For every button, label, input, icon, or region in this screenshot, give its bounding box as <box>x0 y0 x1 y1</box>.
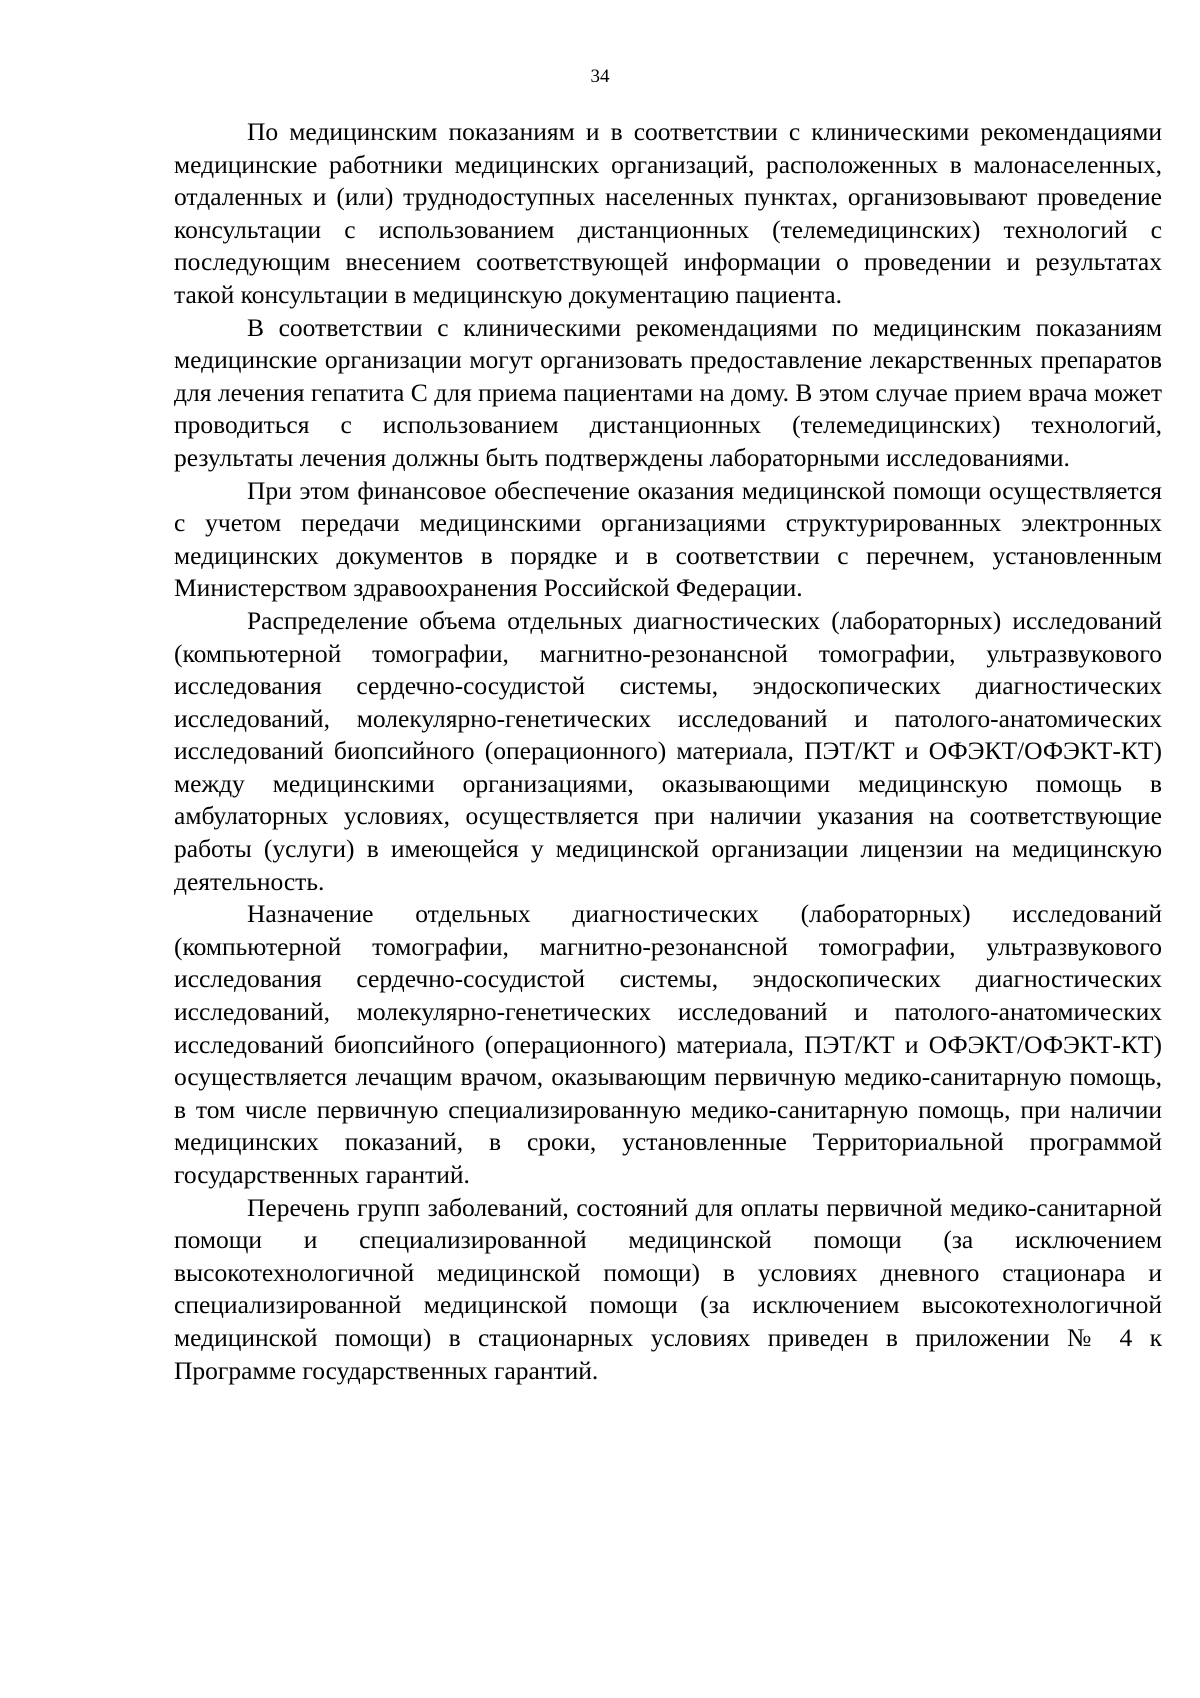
document-body <box>174 116 1162 1387</box>
paragraph-diagnostic-distribution: Распределение объема отдельных диагностических (лабораторных) исследований (компьютерной томографии, магнитно-резонансной томографии, ультразвукового исследования сердечно-сосудистой системы, эндоскопических диагностических исследований, молекулярно-генетических исследований и патолого-анатомических исследований биопсийного (операционного) материала, ПЭТ/КТ и ОФЭКТ/ОФЭКТ-КТ) между медицинскими организациями, оказывающими медицинскую помощь в амбулаторных условиях, осуществляется при наличии указания на соответствующие работы (услуги) в имеющейся у медицинской организации лицензии на медицинскую деятельность. <box>174 605 1162 896</box>
paragraph-hepatitis-c-treatment: В соответствии с клиническими рекомендациями по медицинским показаниям медицинские организации могут организовать предоставление лекарственных препаратов для лечения гепатита С для приема пациентами на дому. В этом случае прием врача может проводиться с использованием дистанционных (телемедицинских) технологий, результаты лечения должны быть подтверждены лабораторными исследованиями. <box>174 312 1162 472</box>
paragraph-telemedicine-consultation: По медицинским показаниям и в соответствии с клиническими рекомендациями медицинские работники медицинских организаций, расположенных в малонаселенных, отдаленных и (или) труднодоступных населенных пунктах, организовывают проведение консультации с использованием дистанционных (телемедицинских) технологий с последующим внесением соответствующей информации о проведении и результатах такой консультации в медицинскую документацию пациента. <box>174 117 1162 309</box>
page-number: 34 <box>590 66 610 87</box>
paragraph-financial-provision: При этом финансовое обеспечение оказания медицинской помощи осуществляется с учетом передачи медицинскими организациями структурированных электронных медицинских документов в порядке и в соответствии с перечнем, установленным Министерством здравоохранения Российской Федерации. <box>174 475 1162 603</box>
paragraph-disease-groups-list: Перечень групп заболеваний, состояний для оплаты первичной медико-санитарной помощи и специализированной медицинской помощи (за исключением высокотехнологичной медицинской помощи) в условиях дневного стационара и специализированной медицинской помощи (за исключением высокотехнологичной медицинской помощи) в стационарных условиях приведен в приложении № 4 к Программе государственных гарантий. <box>174 1192 1162 1385</box>
paragraph-diagnostic-appointment: Назначение отдельных диагностических (лабораторных) исследований (компьютерной томографии, магнитно-резонансной томографии, ультразвукового исследования сердечно-сосудистой системы, эндоскопических диагностических исследований, молекулярно-генетических исследований и патолого-анатомических исследований биопсийного (операционного) материала, ПЭТ/КТ и ОФЭКТ/ОФЭКТ-КТ) осуществляется лечащим врачом, оказывающим первичную медико-санитарную помощь, в том числе первичную специализированную медико-санитарную помощь, при наличии медицинских показаний, в сроки, установленные Территориальной программой государственных гарантий. <box>174 899 1162 1189</box>
